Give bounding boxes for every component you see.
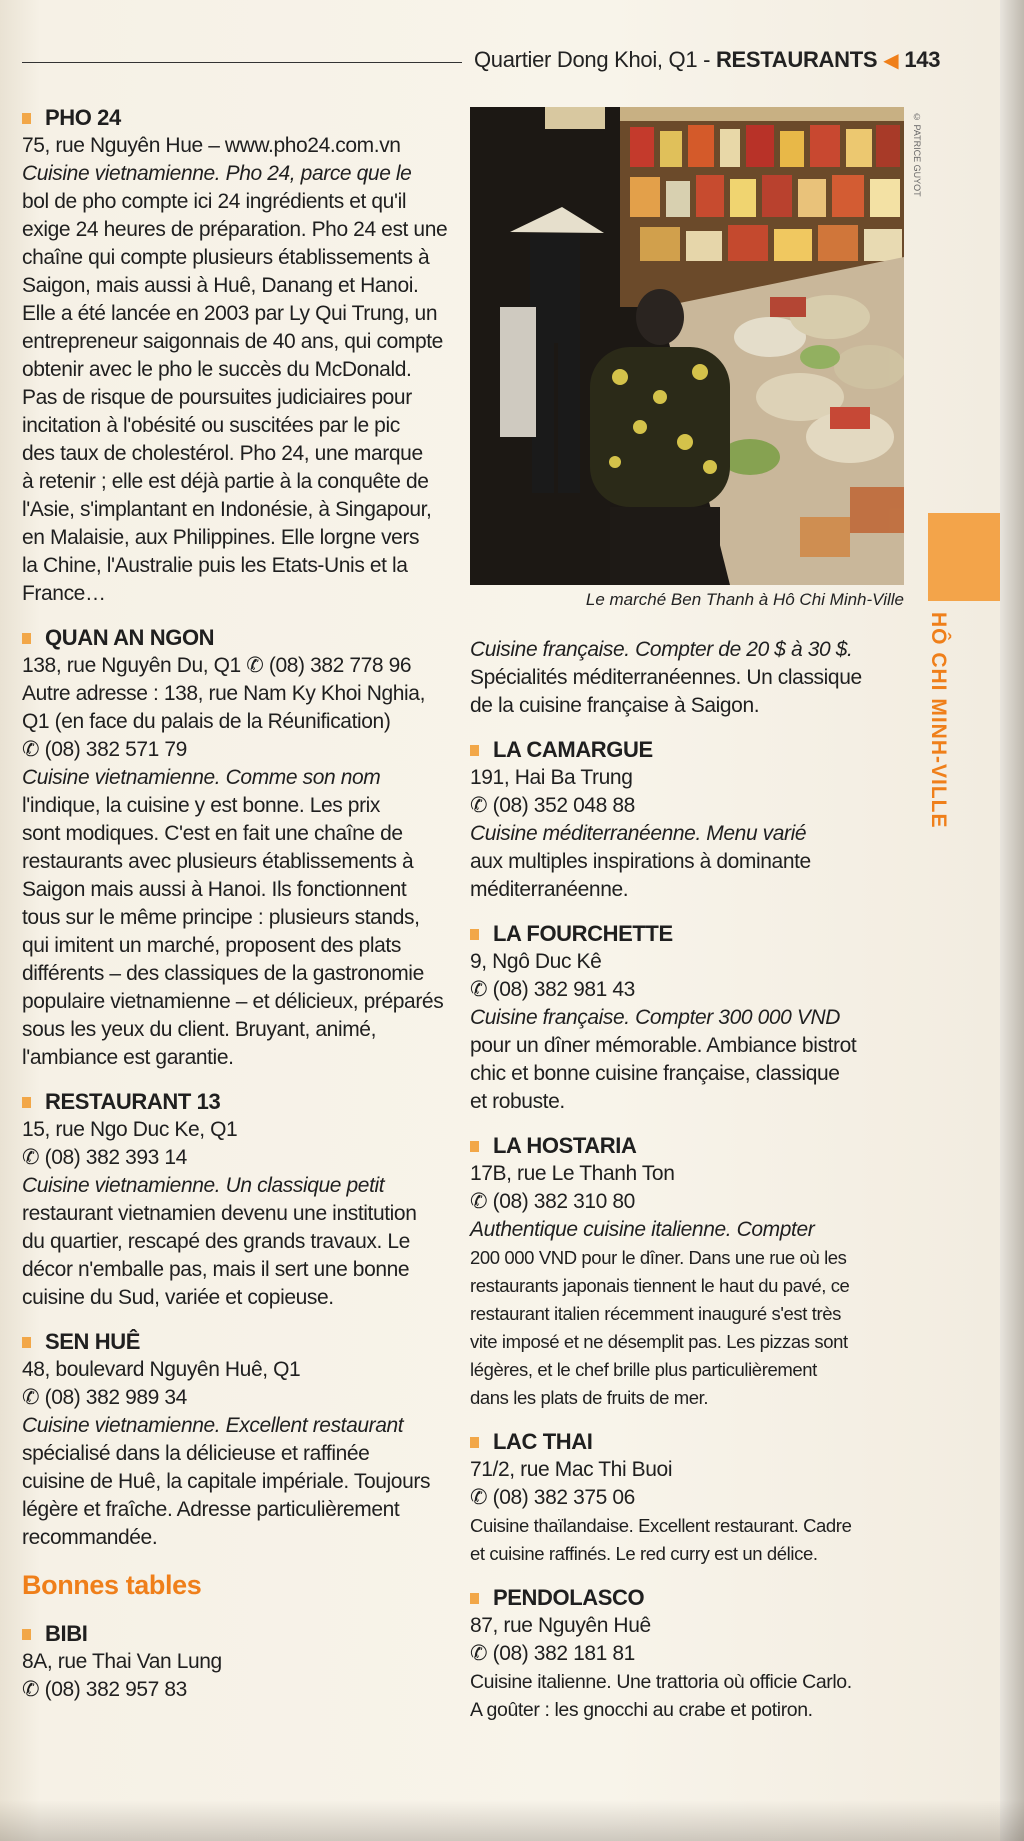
text-line: l'Asie, s'implantant en Indonésie, à Singapour, — [22, 498, 432, 521]
text-line: différents – des classiques de la gastronomie — [22, 962, 424, 985]
text-line: recommandée. — [22, 1526, 158, 1549]
address-line: 75, rue Nguyên Hue – www.pho24.com.vn — [22, 134, 401, 157]
entry-quan-an-ngon — [22, 624, 442, 1072]
address-line: 191, Hai Ba Trung — [470, 766, 633, 789]
text-line: cuisine du Sud, variée et copieuse. — [22, 1286, 334, 1309]
text-line: décor n'emballe pas, mais il sert une bonne — [22, 1258, 410, 1281]
entry-la-camargue — [470, 736, 906, 904]
entry-bibi-continued — [470, 636, 906, 720]
entry-title: PHO 24 — [45, 105, 121, 130]
text-line: France… — [22, 582, 106, 605]
phone-line: ✆ (08) 382 393 14 — [22, 1146, 187, 1169]
right-column — [470, 636, 906, 1740]
text-line: chic et bonne cuisine française, classique — [470, 1062, 840, 1085]
bullet-icon — [470, 1593, 479, 1604]
section-tab-label: HÔ CHI MINH-VILLE — [927, 612, 950, 829]
text-line: Cuisine française. Compter de 20 $ à 30 $. — [470, 638, 853, 661]
bullet-icon — [470, 929, 479, 940]
text-line: légères, et le chef brille plus particulièrement — [470, 1359, 817, 1380]
phone-line: ✆ (08) 382 181 81 — [470, 1642, 635, 1665]
text-line: Saigon, mais aussi à Huê, Danang et Hanoi. — [22, 274, 419, 297]
bullet-icon — [470, 1141, 479, 1152]
entry-title: RESTAURANT 13 — [45, 1089, 221, 1114]
text-line: Cuisine italienne. Une trattoria où officie Carlo. — [470, 1671, 852, 1693]
address-line: 87, rue Nguyên Huê — [470, 1614, 651, 1637]
text-line: et cuisine raffinés. Le red curry est un délice. — [470, 1543, 818, 1564]
entry-pho-24 — [22, 104, 448, 608]
page-edge-shadow — [1000, 0, 1024, 1841]
photo-credit: © PATRICE GUYOT — [912, 112, 922, 197]
entry-sen-hue — [22, 1328, 442, 1552]
text-line: de la cuisine française à Saigon. — [470, 694, 760, 717]
left-column — [22, 104, 448, 1720]
page-number: 143 — [904, 47, 941, 72]
text-line: qui imitent un marché, proposent des plats — [22, 934, 401, 957]
header-location: Quartier Dong Khoi, Q1 - — [474, 47, 716, 72]
address-line: 48, boulevard Nguyên Huê, Q1 — [22, 1358, 301, 1381]
text-line: Cuisine vietnamienne. Un classique petit — [22, 1174, 385, 1197]
text-line: Cuisine vietnamienne. Comme son nom — [22, 766, 381, 789]
text-line: obtenir avec le pho le succès du McDonald. — [22, 358, 412, 381]
bullet-icon — [470, 745, 479, 756]
entry-title: LA HOSTARIA — [493, 1133, 637, 1158]
entry-title: BIBI — [45, 1621, 88, 1646]
bullet-icon — [22, 1097, 31, 1108]
phone-line: ✆ (08) 382 571 79 — [22, 738, 187, 761]
text-line: Cuisine vietnamienne. Excellent restaurant — [22, 1414, 404, 1437]
text-line: exige 24 heures de préparation. Pho 24 est une — [22, 218, 448, 241]
bullet-icon — [22, 113, 31, 124]
text-line: Cuisine vietnamienne. Pho 24, parce que le — [22, 162, 412, 185]
text-line: aux multiples inspirations à dominante — [470, 850, 811, 873]
entry-la-fourchette — [470, 920, 906, 1116]
address-line: 138, rue Nguyên Du, Q1 ✆ (08) 382 778 96 — [22, 654, 412, 677]
phone-line: ✆ (08) 382 957 83 — [22, 1678, 187, 1701]
header-section: RESTAURANTS — [715, 47, 878, 72]
triangle-marker-icon: ◀ — [883, 50, 899, 72]
phone-line: ✆ (08) 382 310 80 — [470, 1190, 635, 1213]
section-tab-marker — [928, 513, 1000, 601]
entry-title: LAC THAI — [493, 1429, 593, 1454]
header-rule — [22, 62, 462, 63]
entry-la-hostaria — [470, 1132, 906, 1412]
text-line: du quartier, rescapé des grands travaux. Le — [22, 1230, 410, 1253]
phone-line: ✆ (08) 352 048 88 — [470, 794, 635, 817]
text-line: et robuste. — [470, 1090, 565, 1113]
bullet-icon — [22, 1629, 31, 1640]
text-line: Q1 (en face du palais de la Réunification) — [22, 710, 391, 733]
text-line: Elle a été lancée en 2003 par Ly Qui Trung, un — [22, 302, 438, 325]
address-line: 9, Ngô Duc Kê — [470, 950, 602, 973]
text-line: vite imposé et ne désemplit pas. Les pizzas sont — [470, 1331, 848, 1352]
section-heading: Bonnes tables — [22, 1570, 202, 1600]
text-line: incitation à l'obésité ou suscitées par le pic — [22, 414, 400, 437]
text-line: Saigon mais aussi à Hanoi. Ils fonctionnent — [22, 878, 407, 901]
entry-title: LA FOURCHETTE — [493, 921, 673, 946]
text-line: restaurants japonais tiennent le haut du pavé, ce — [470, 1275, 850, 1296]
text-line: légère et fraîche. Adresse particulièrement — [22, 1498, 400, 1521]
bullet-icon — [22, 633, 31, 644]
text-line: sous les yeux du client. Bruyant, animé, — [22, 1018, 377, 1041]
text-line: Cuisine méditerranéenne. Menu varié — [470, 822, 807, 845]
phone-line: ✆ (08) 382 981 43 — [470, 978, 635, 1001]
text-line: spécialisé dans la délicieuse et raffinée — [22, 1442, 370, 1465]
photo-caption: Le marché Ben Thanh à Hô Chi Minh-Ville — [585, 590, 904, 609]
text-line: restaurant vietnamien devenu une institution — [22, 1202, 417, 1225]
text-line: méditerranéenne. — [470, 878, 629, 901]
phone-line: ✆ (08) 382 375 06 — [470, 1486, 635, 1509]
text-line: bol de pho compte ici 24 ingrédients et qu'il — [22, 190, 407, 213]
bullet-icon — [22, 1337, 31, 1348]
bullet-icon — [470, 1437, 479, 1448]
entry-title: SEN HUÊ — [45, 1329, 140, 1354]
text-line: Authentique cuisine italienne. Compter — [470, 1218, 815, 1241]
market-photo — [470, 107, 904, 585]
text-line: restaurant italien récemment inauguré s'est très — [470, 1303, 841, 1324]
address-line: 15, rue Ngo Duc Ke, Q1 — [22, 1118, 238, 1141]
text-line: A goûter : les gnocchi au crabe et potiron. — [470, 1699, 813, 1721]
page-bottom-shadow — [0, 1800, 1024, 1841]
text-line: des taux de cholestérol. Pho 24, une marque — [22, 442, 423, 465]
text-line: populaire vietnamienne – et délicieux, préparés — [22, 990, 444, 1013]
running-header — [474, 47, 940, 73]
entry-title: QUAN AN NGON — [45, 625, 215, 650]
text-line: chaîne qui compte plusieurs établissements à — [22, 246, 430, 269]
text-line: l'indique, la cuisine y est bonne. Les prix — [22, 794, 381, 817]
text-line: tous sur le même principe : plusieurs stands, — [22, 906, 420, 929]
text-line: en Malaisie, aux Philippines. Elle lorgne vers — [22, 526, 420, 549]
text-line: pour un dîner mémorable. Ambiance bistrot — [470, 1034, 857, 1057]
text-line: Spécialités méditerranéennes. Un classique — [470, 666, 862, 689]
entry-pendolasco — [470, 1584, 906, 1724]
entry-title: LA CAMARGUE — [493, 737, 653, 762]
text-line: cuisine de Huê, la capitale impériale. Toujours — [22, 1470, 431, 1493]
entry-bibi — [22, 1620, 442, 1704]
address-line: 71/2, rue Mac Thi Buoi — [470, 1458, 673, 1481]
text-line: à retenir ; elle est déjà partie à la conquête de — [22, 470, 429, 493]
entry-title: PENDOLASCO — [493, 1585, 645, 1610]
text-line: entrepreneur saigonnais de 40 ans, qui compte — [22, 330, 443, 353]
text-line: Pas de risque de poursuites judiciaires pour — [22, 386, 412, 409]
text-line: restaurants avec plusieurs établissements à — [22, 850, 414, 873]
entry-lac-thai — [470, 1428, 906, 1568]
market-photo-illustration — [470, 107, 904, 585]
text-line: Cuisine française. Compter 300 000 VND — [470, 1006, 840, 1029]
text-line: l'ambiance est garantie. — [22, 1046, 234, 1069]
text-line: la Chine, l'Australie puis les Etats-Unis et la — [22, 554, 408, 577]
text-line: dans les plats de fruits de mer. — [470, 1387, 709, 1408]
text-line: 200 000 VND pour le dîner. Dans une rue où les — [470, 1247, 847, 1268]
address-line: 8A, rue Thai Van Lung — [22, 1650, 222, 1673]
address-line: 17B, rue Le Thanh Ton — [470, 1162, 675, 1185]
entry-restaurant-13 — [22, 1088, 442, 1312]
text-line: Cuisine thaïlandaise. Excellent restaurant. Cadre — [470, 1515, 852, 1536]
text-line: Autre adresse : 138, rue Nam Ky Khoi Nghia, — [22, 682, 426, 705]
phone-line: ✆ (08) 382 989 34 — [22, 1386, 187, 1409]
text-line: sont modiques. C'est en fait une chaîne de — [22, 822, 403, 845]
